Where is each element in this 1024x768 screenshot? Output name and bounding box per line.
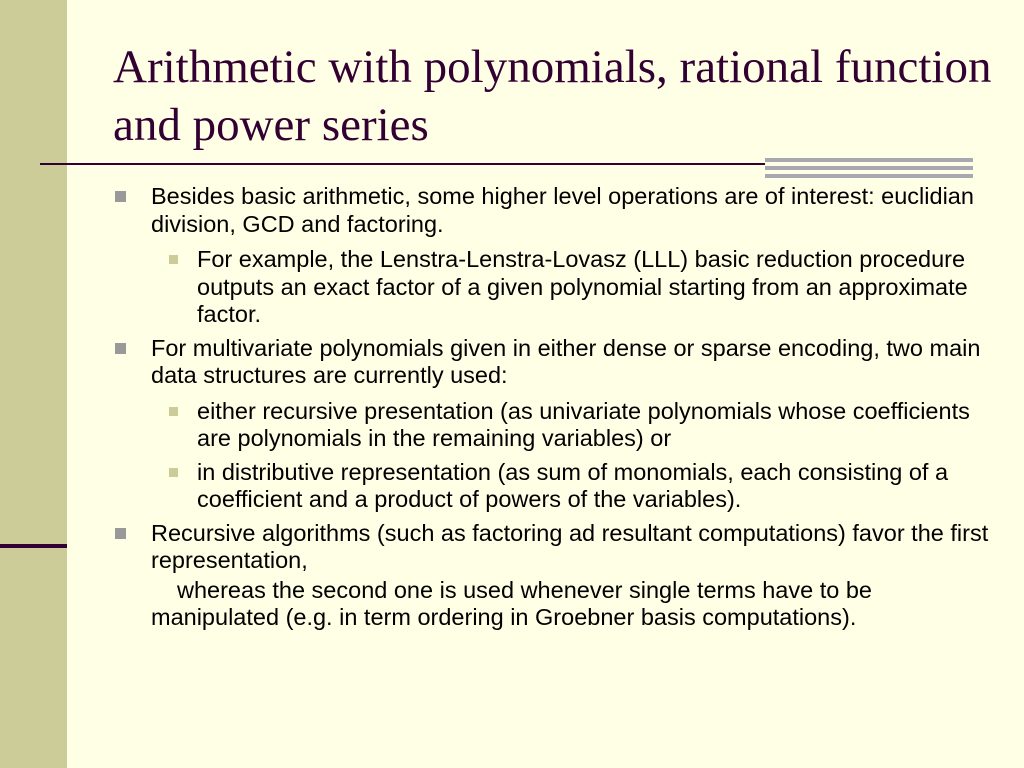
left-bar-divider	[0, 544, 67, 548]
sub-bullet-item	[159, 398, 993, 453]
square-bullet-icon	[169, 255, 178, 264]
title-underline	[40, 163, 765, 165]
sub-bullet-text: For example, the Lenstra-Lenstra-Lovasz (LLL) basic reduction procedure outputs an exact factor of a given polynomial starting from an approximate factor.	[197, 246, 968, 327]
square-bullet-icon	[115, 528, 126, 539]
square-bullet-icon	[169, 407, 178, 416]
sub-bullet-item	[159, 246, 993, 329]
sub-bullet-text: either recursive presentation (as univariate polynomials whose coefficients are polynomials in the remaining variables) or	[197, 397, 970, 451]
slide-title: Arithmetic with polynomials, rational function and power series	[113, 41, 992, 151]
square-bullet-icon	[115, 343, 126, 354]
title-accent-stripes	[765, 158, 973, 179]
bullet-text: Besides basic arithmetic, some higher level operations are of interest: euclidian division, GCD and factoring.	[151, 183, 974, 237]
bullet-text: Recursive algorithms (such as factoring ad resultant computations) favor the first representation,	[151, 519, 989, 573]
bullet-item	[113, 335, 993, 390]
square-bullet-icon	[115, 191, 126, 202]
sub-bullet-text: in distributive representation (as sum of monomials, each consisting of a coefficient and a product of powers of the variables).	[197, 458, 949, 512]
bullet-continuation	[113, 577, 993, 632]
square-bullet-icon	[169, 468, 178, 477]
sub-bullet-item	[159, 459, 993, 514]
bullet-text: For multivariate polynomials given in either dense or sparse encoding, two main data structures are currently used:	[151, 334, 981, 388]
slide-body	[113, 183, 993, 632]
bullet-item	[113, 520, 993, 575]
bullet-item	[113, 183, 993, 238]
left-decorative-bar	[0, 0, 67, 768]
continuation-text: whereas the second one is used whenever single terms have to be manipulated (e.g. in term ordering in Groebner basis computations).	[151, 576, 872, 630]
